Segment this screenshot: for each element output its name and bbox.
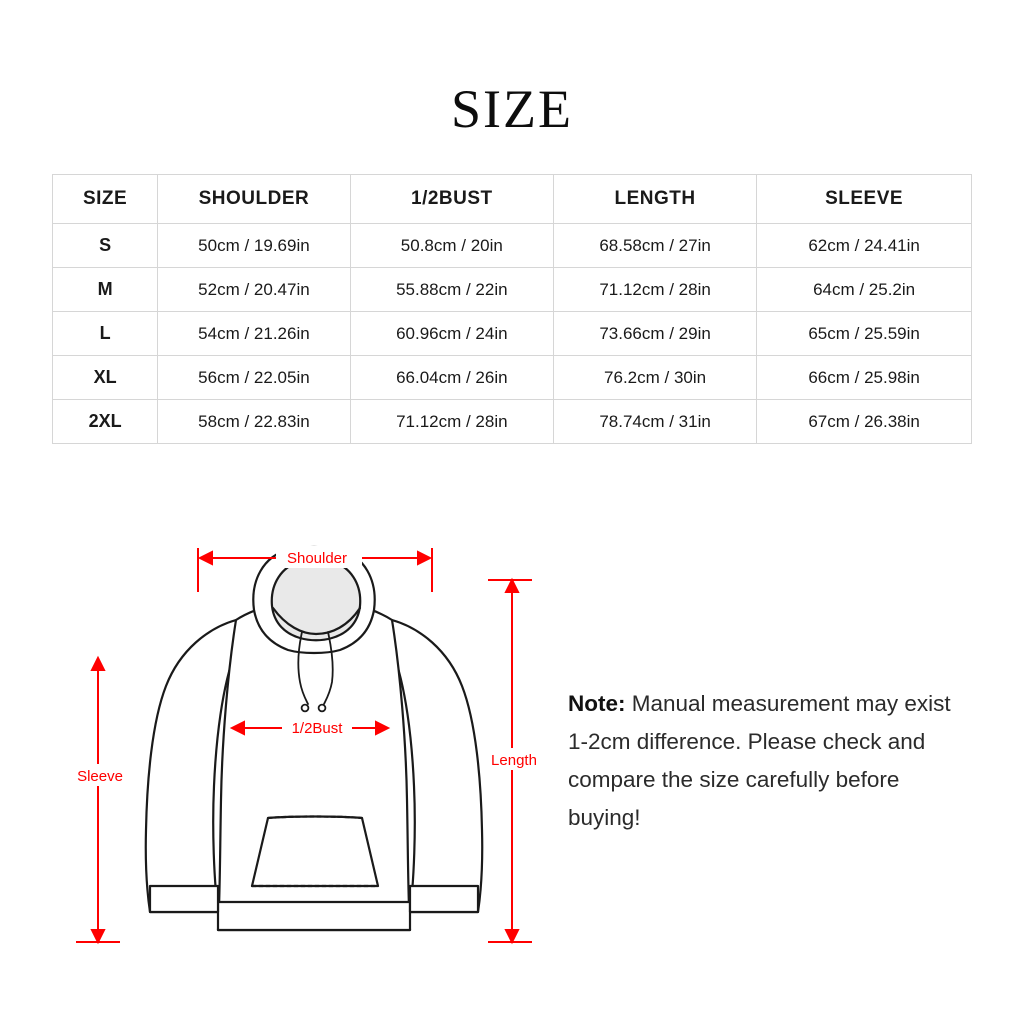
- hoodie-measurement-diagram: [40, 500, 560, 990]
- cell-length: 73.66cm / 29in: [553, 312, 756, 356]
- cell-length: 78.74cm / 31in: [553, 400, 756, 444]
- cell-sleeve: 67cm / 26.38in: [757, 400, 972, 444]
- label-length: Length: [491, 752, 537, 769]
- label-shoulder: Shoulder: [286, 550, 348, 567]
- hoodie-illustration: [146, 547, 483, 930]
- cell-size: S: [53, 224, 158, 268]
- label-sleeve: Sleeve: [77, 768, 123, 785]
- table-row: [53, 268, 972, 312]
- column-header-size: SIZE: [53, 175, 158, 224]
- table-row: [53, 312, 972, 356]
- cell-length: 68.58cm / 27in: [553, 224, 756, 268]
- table-row: [53, 400, 972, 444]
- cell-length: 71.12cm / 28in: [553, 268, 756, 312]
- label-bust: 1/2Bust: [291, 720, 343, 737]
- column-header-shoulder: SHOULDER: [158, 175, 351, 224]
- cell-size: M: [53, 268, 158, 312]
- cell-bust: 55.88cm / 22in: [350, 268, 553, 312]
- column-header-sleeve: SLEEVE: [757, 175, 972, 224]
- table-row: [53, 224, 972, 268]
- cell-shoulder: 58cm / 22.83in: [158, 400, 351, 444]
- cell-sleeve: 65cm / 25.59in: [757, 312, 972, 356]
- column-header-length: LENGTH: [553, 175, 756, 224]
- cell-sleeve: 66cm / 25.98in: [757, 356, 972, 400]
- cell-bust: 66.04cm / 26in: [350, 356, 553, 400]
- note-text: Manual measurement may exist 1-2cm difference. Please check and compare the size carefully before buying!: [568, 691, 951, 830]
- cell-size: L: [53, 312, 158, 356]
- table-header-row: [53, 175, 972, 224]
- page-title: SIZE: [451, 79, 573, 139]
- cell-length: 76.2cm / 30in: [553, 356, 756, 400]
- cell-sleeve: 62cm / 24.41in: [757, 224, 972, 268]
- cell-sleeve: 64cm / 25.2in: [757, 268, 972, 312]
- column-header-bust: 1/2BUST: [350, 175, 553, 224]
- cell-bust: 60.96cm / 24in: [350, 312, 553, 356]
- cell-bust: 50.8cm / 20in: [350, 224, 553, 268]
- cell-size: 2XL: [53, 400, 158, 444]
- cell-size: XL: [53, 356, 158, 400]
- cell-shoulder: 56cm / 22.05in: [158, 356, 351, 400]
- cell-shoulder: 54cm / 21.26in: [158, 312, 351, 356]
- measurement-note: [568, 685, 968, 837]
- sleeve-measure-arrow: [76, 658, 120, 942]
- size-chart-table: [52, 174, 972, 444]
- table-row: [53, 356, 972, 400]
- cell-shoulder: 52cm / 20.47in: [158, 268, 351, 312]
- note-prefix: Note:: [568, 691, 626, 716]
- cell-shoulder: 50cm / 19.69in: [158, 224, 351, 268]
- cell-bust: 71.12cm / 28in: [350, 400, 553, 444]
